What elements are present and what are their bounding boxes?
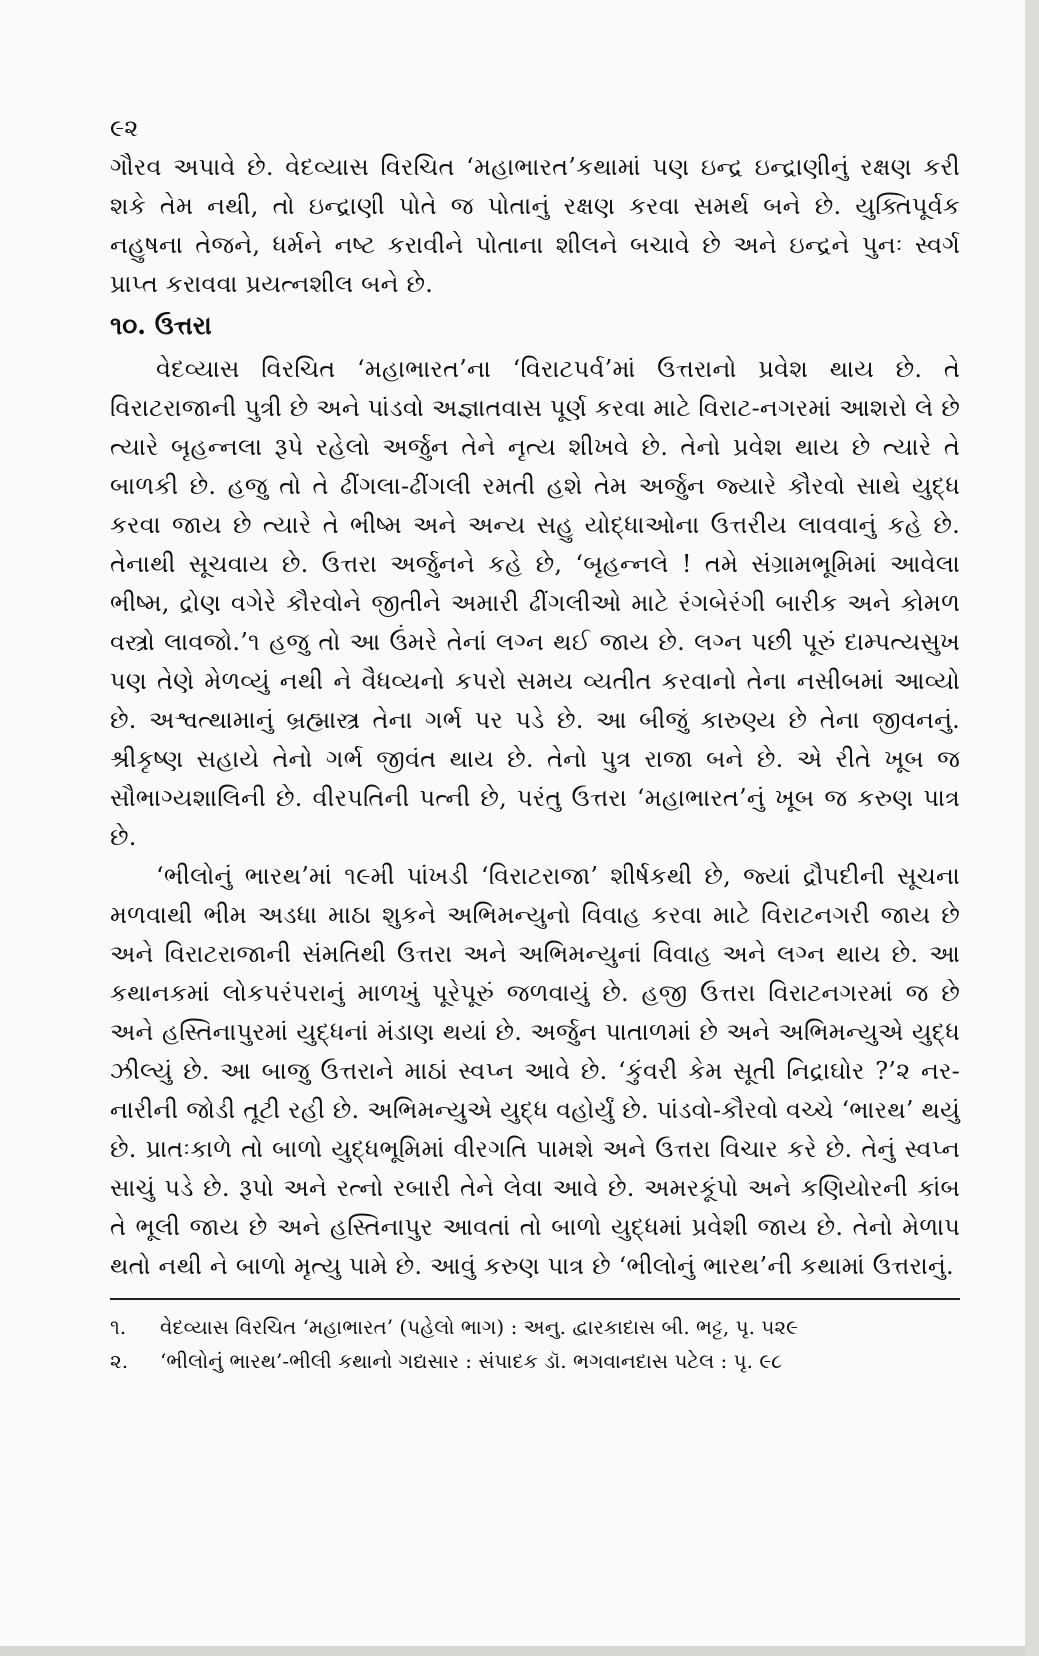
footnote — [110, 1310, 960, 1344]
body-paragraph: ‘ભીલોનું ભારથ’માં ૧૯મી પાંખડી ‘વિરાટરાજા’ શીર્ષકથી છે, જ્યાં દ્રૌપદીની સૂચના મળવાથી ભીમ અડધા માઠા શુકને અભિમન્યુનો વિવાહ કરવા માટે વિરાટનગરી જાય છે અને વિરાટરાજાની સંમતિથી ઉત્તરા અને અભિમન્યુનાં વિવાહ અને લગ્ન થાય છે. આ કથાનકમાં લોકપરંપરાનું માળખું પૂરેપૂરું જળવાયું છે. હજી ઉત્તરા વિરાટનગરમાં જ છે અને હસ્તિનાપુરમાં યુદ્ધનાં મંડાણ થયાં છે. અર્જુન પાતાળમાં છે અને અભિમન્યુએ યુદ્ધ ઝીલ્યું છે. આ બાજુ ઉત્તરાને માઠાં સ્વપ્ન આવે છે. ‘કુંવરી કેમ સૂતી નિદ્રાઘોર ?’૨ નર-નારીની જોડી તૂટી રહી છે. અભિમન્યુએ યુદ્ધ વહોર્યું છે. પાંડવો-કૌરવો વચ્ચે ‘ભારથ’ થયું છે. પ્રાતઃકાળે તો બાળો યુદ્ધભૂમિમાં વીરગતિ પામશે અને ઉત્તરા વિચાર કરે છે. તેનું સ્વપ્ન સાચું પડે છે. રૂપો અને રત્નો રબારી તેને લેવા આવે છે. અમરકૂંપો અને કણિયોરની કાંબ તે ભૂલી જાય છે અને હસ્તિનાપુર આવતાં તો બાળો યુદ્ધમાં પ્રવેશી જાય છે. તેનો મેળાપ થતો નથી ને બાળો મૃત્યુ પામે છે. આવું કરુણ પાત્ર છે ‘ભીલોનું ભારથ’ની કથામાં ઉત્તરાનું. — [110, 862, 960, 1280]
footnote-text: ‘ભીલોનું ભારથ’-ભીલી કથાનો ગદ્યસાર : સંપાદક ડૉ. ભગવાનદાસ પટેલ : પૃ. ૯૮ — [160, 1349, 783, 1373]
section-heading: ૧૦. ઉત્તરા — [110, 311, 212, 340]
footnote-number: ૧. — [110, 1315, 127, 1339]
body-paragraph: વેદવ્યાસ વિરચિત ‘મહાભારત’ના ‘વિરાટપર્વ’માં ઉત્તરાનો પ્રવેશ થાય છે. તે વિરાટરાજાની પુત્રી છે અને પાંડવો અજ્ઞાતવાસ પૂર્ણ કરવા માટે વિરાટ-નગરમાં આશરો લે છે ત્યારે બૃહન્નલા રૂપે રહેલો અર્જુન તેને નૃત્ય શીખવે છે. તેનો પ્રવેશ થાય છે ત્યારે તે બાળકી છે. હજુ તો તે ઢીંગલા-ઢીંગલી રમતી હશે તેમ અર્જુન જ્યારે કૌરવો સાથે યુદ્ધ કરવા જાય છે ત્યારે તે ભીષ્મ અને અન્ય સહુ યોદ્ધાઓના ઉત્તરીય લાવવાનું કહે છે. તેનાથી સૂચવાય છે. ઉત્તરા અર્જુનને કહે છે, ‘બૃહન્નલે ! તમે સંગ્રામભૂમિમાં આવેલા ભીષ્મ, દ્રોણ વગેરે કૌરવોને જીતીને અમારી ઢીંગલીઓ માટે રંગબેરંગી બારીક અને કોમળ વસ્ત્રો લાવજો.’૧ હજુ તો આ ઉંમરે તેનાં લગ્ન થઈ જાય છે. લગ્ન પછી પૂરું દામ્પત્યસુખ પણ તેણે મેળવ્યું નથી ને વૈધવ્યનો કપરો સમય વ્યતીત કરવાનો તેના નસીબમાં આવ્યો છે. અશ્વત્થામાનું બ્રહ્માસ્ત્ર તેના ગર્ભ પર પડે છે. આ બીજું કારુણ્ય છે તેના જીવનનું. શ્રીકૃષ્ણ સહાયે તેનો ગર્ભ જીવંત થાય છે. તેનો પુત્ર રાજા બને છે. એ રીતે ખૂબ જ સૌભાગ્યશાલિની છે. વીરપતિની પત્ની છે, પરંતુ ઉત્તરા ‘મહાભારત’નું ખૂબ જ કરુણ પાત્ર છે. — [110, 355, 960, 851]
footnote-number: ૨. — [110, 1349, 129, 1373]
footnote-text: વેદવ્યાસ વિરચિત ‘મહાભારત’ (પહેલો ભાગ) : અનુ. દ્વારકાદાસ બી. ભટ્ટ, પૃ. ૫૨૯ — [160, 1315, 798, 1339]
page-content — [110, 108, 960, 1378]
footnote — [110, 1344, 960, 1378]
body-paragraph: ગૌરવ અપાવે છે. વેદવ્યાસ વિરચિત ‘મહાભારત’કથામાં પણ ઇન્દ્ર ઇન્દ્રાણીનું રક્ષણ કરી શકે તેમ નથી, તો ઇન્દ્રાણી પોતે જ પોતાનું રક્ષણ કરવા સમર્થ બને છે. યુક્તિપૂર્વક નહુષના તેજને, ધર્મને નષ્ટ કરાવીને પોતાના શીલને બચાવે છે અને ઇન્દ્રને પુનઃ સ્વર્ગ પ્રાપ્ત કરાવવા પ્રયત્નશીલ બને છે. — [110, 153, 960, 298]
footnote-divider — [110, 1298, 960, 1300]
page-number: ૯૨ — [110, 114, 139, 142]
